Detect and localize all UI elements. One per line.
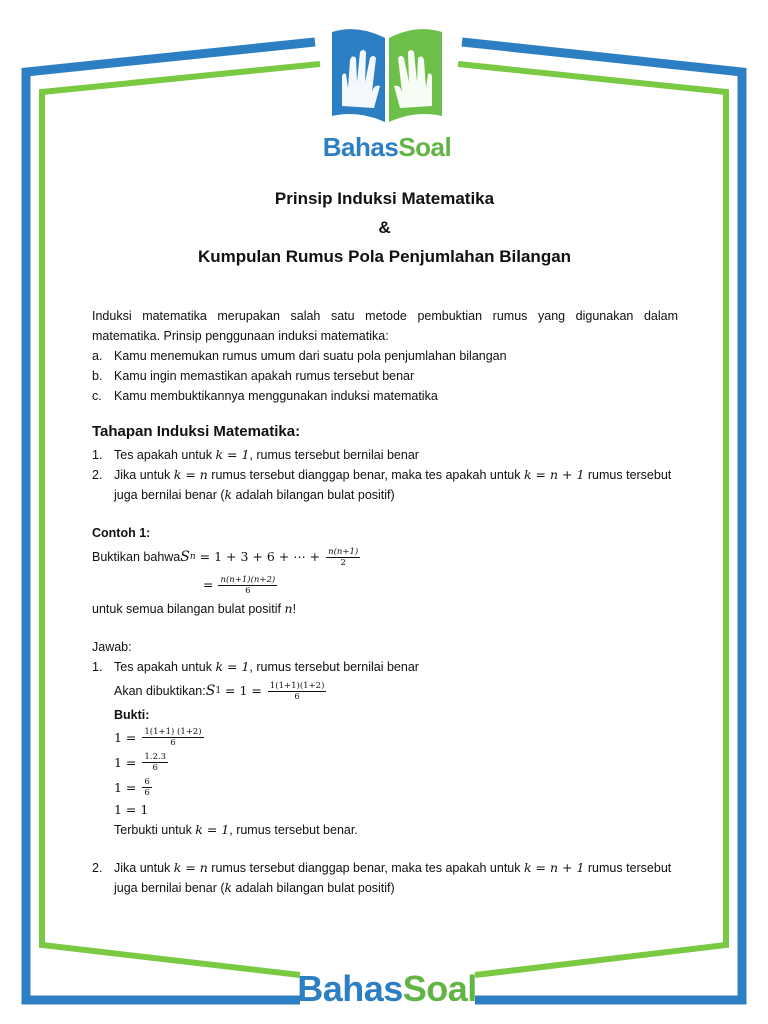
title-line-1: Prinsip Induksi Matematika <box>274 189 495 208</box>
bukti-line: 1 = $\frac{1(1+1) (1+2)}{6}$ <box>114 727 202 748</box>
terbukti-line: Terbukti untuk k = 1, rumus tersebut benar. <box>114 822 358 837</box>
title-line-3: Kumpulan Rumus Pola Penjumlahan Bilangan <box>197 247 572 266</box>
intro-item: c. Kamu membuktikannya menggunakan induksi matematika <box>92 389 438 403</box>
tahapan-step-2: 2. Jika untuk k = n rumus tersebut dianggap benar, maka tes apakah untuk k = n + 1 rumus tersebut juga bernilai benar (k adalah bilangan bulat positif) <box>92 467 672 502</box>
example-closing: untuk semua bilangan bulat positif n! <box>92 601 297 616</box>
example-statement-rhs: = $\frac{n(n+1)(n+2)}{6}$ <box>203 574 276 596</box>
section-heading-tahapan: Tahapan Induksi Matematika: <box>92 423 301 440</box>
book-logo <box>328 24 446 129</box>
jawab-label: Jawab: <box>92 640 132 654</box>
example-heading: Contoh 1: <box>92 526 151 540</box>
fraction: $\frac{n(n+1)}{2}$ <box>328 546 359 568</box>
brand-logo-bottom: BahasSoal <box>297 968 477 1009</box>
fraction: $\frac{1.2.3}{6}$ <box>144 752 167 773</box>
fraction: $\frac{1(1+1)(1+2)}{6}$ <box>269 680 325 702</box>
title-line-2: & <box>378 218 391 237</box>
fraction: $\frac{n(n+1)(n+2)}{6}$ <box>220 574 276 596</box>
intro-paragraph: Induksi matematika merupakan salah satu metode pembuktian rumus yang digunakan dalam matematika. Prinsip penggunaan induksi matematika: <box>92 309 678 343</box>
fraction: $\frac{6}{6}$ <box>144 777 150 798</box>
document-body <box>92 306 678 898</box>
document-title <box>92 184 677 271</box>
open-book-hands-icon <box>328 24 446 124</box>
jawab-step-2: 2. Jika untuk k = n rumus tersebut dianggap benar, maka tes apakah untuk k = n + 1 rumus tersebut juga bernilai benar (k adalah bilangan bulat positif) <box>92 860 672 895</box>
tahapan-step-1: 1. Tes apakah untuk k = 1, rumus tersebut bernilai benar <box>92 447 419 462</box>
akan-dibuktikan: Akan dibuktikan: S 1 = 1 = $\frac{1(1+1)(1+2)}{6}$ <box>114 680 325 702</box>
jawab-step-1: 1. Tes apakah untuk k = 1, rumus tersebut bernilai benar <box>92 659 419 674</box>
bukti-line: 1 = $\frac{6}{6}$ <box>114 777 150 798</box>
intro-item: b. Kamu ingin memastikan apakah rumus tersebut benar <box>92 369 415 383</box>
bukti-line: 1 = $\frac{1.2.3}{6}$ <box>114 752 167 773</box>
brand-logo-top: BahasSoal <box>322 132 452 162</box>
bukti-final-line: 1 = 1 <box>114 802 149 817</box>
bukti-label: Bukti: <box>114 708 150 722</box>
example-statement: Buktikan bahwa S n = 1 + 3 + 6 + ⋯ + $\frac{n(n+1)}{2}$ <box>92 546 359 568</box>
fraction: $\frac{1(1+1) (1+2)}{6}$ <box>144 727 202 748</box>
intro-item: a. Kamu menemukan rumus umum dari suatu pola penjumlahan bilangan <box>92 349 507 363</box>
